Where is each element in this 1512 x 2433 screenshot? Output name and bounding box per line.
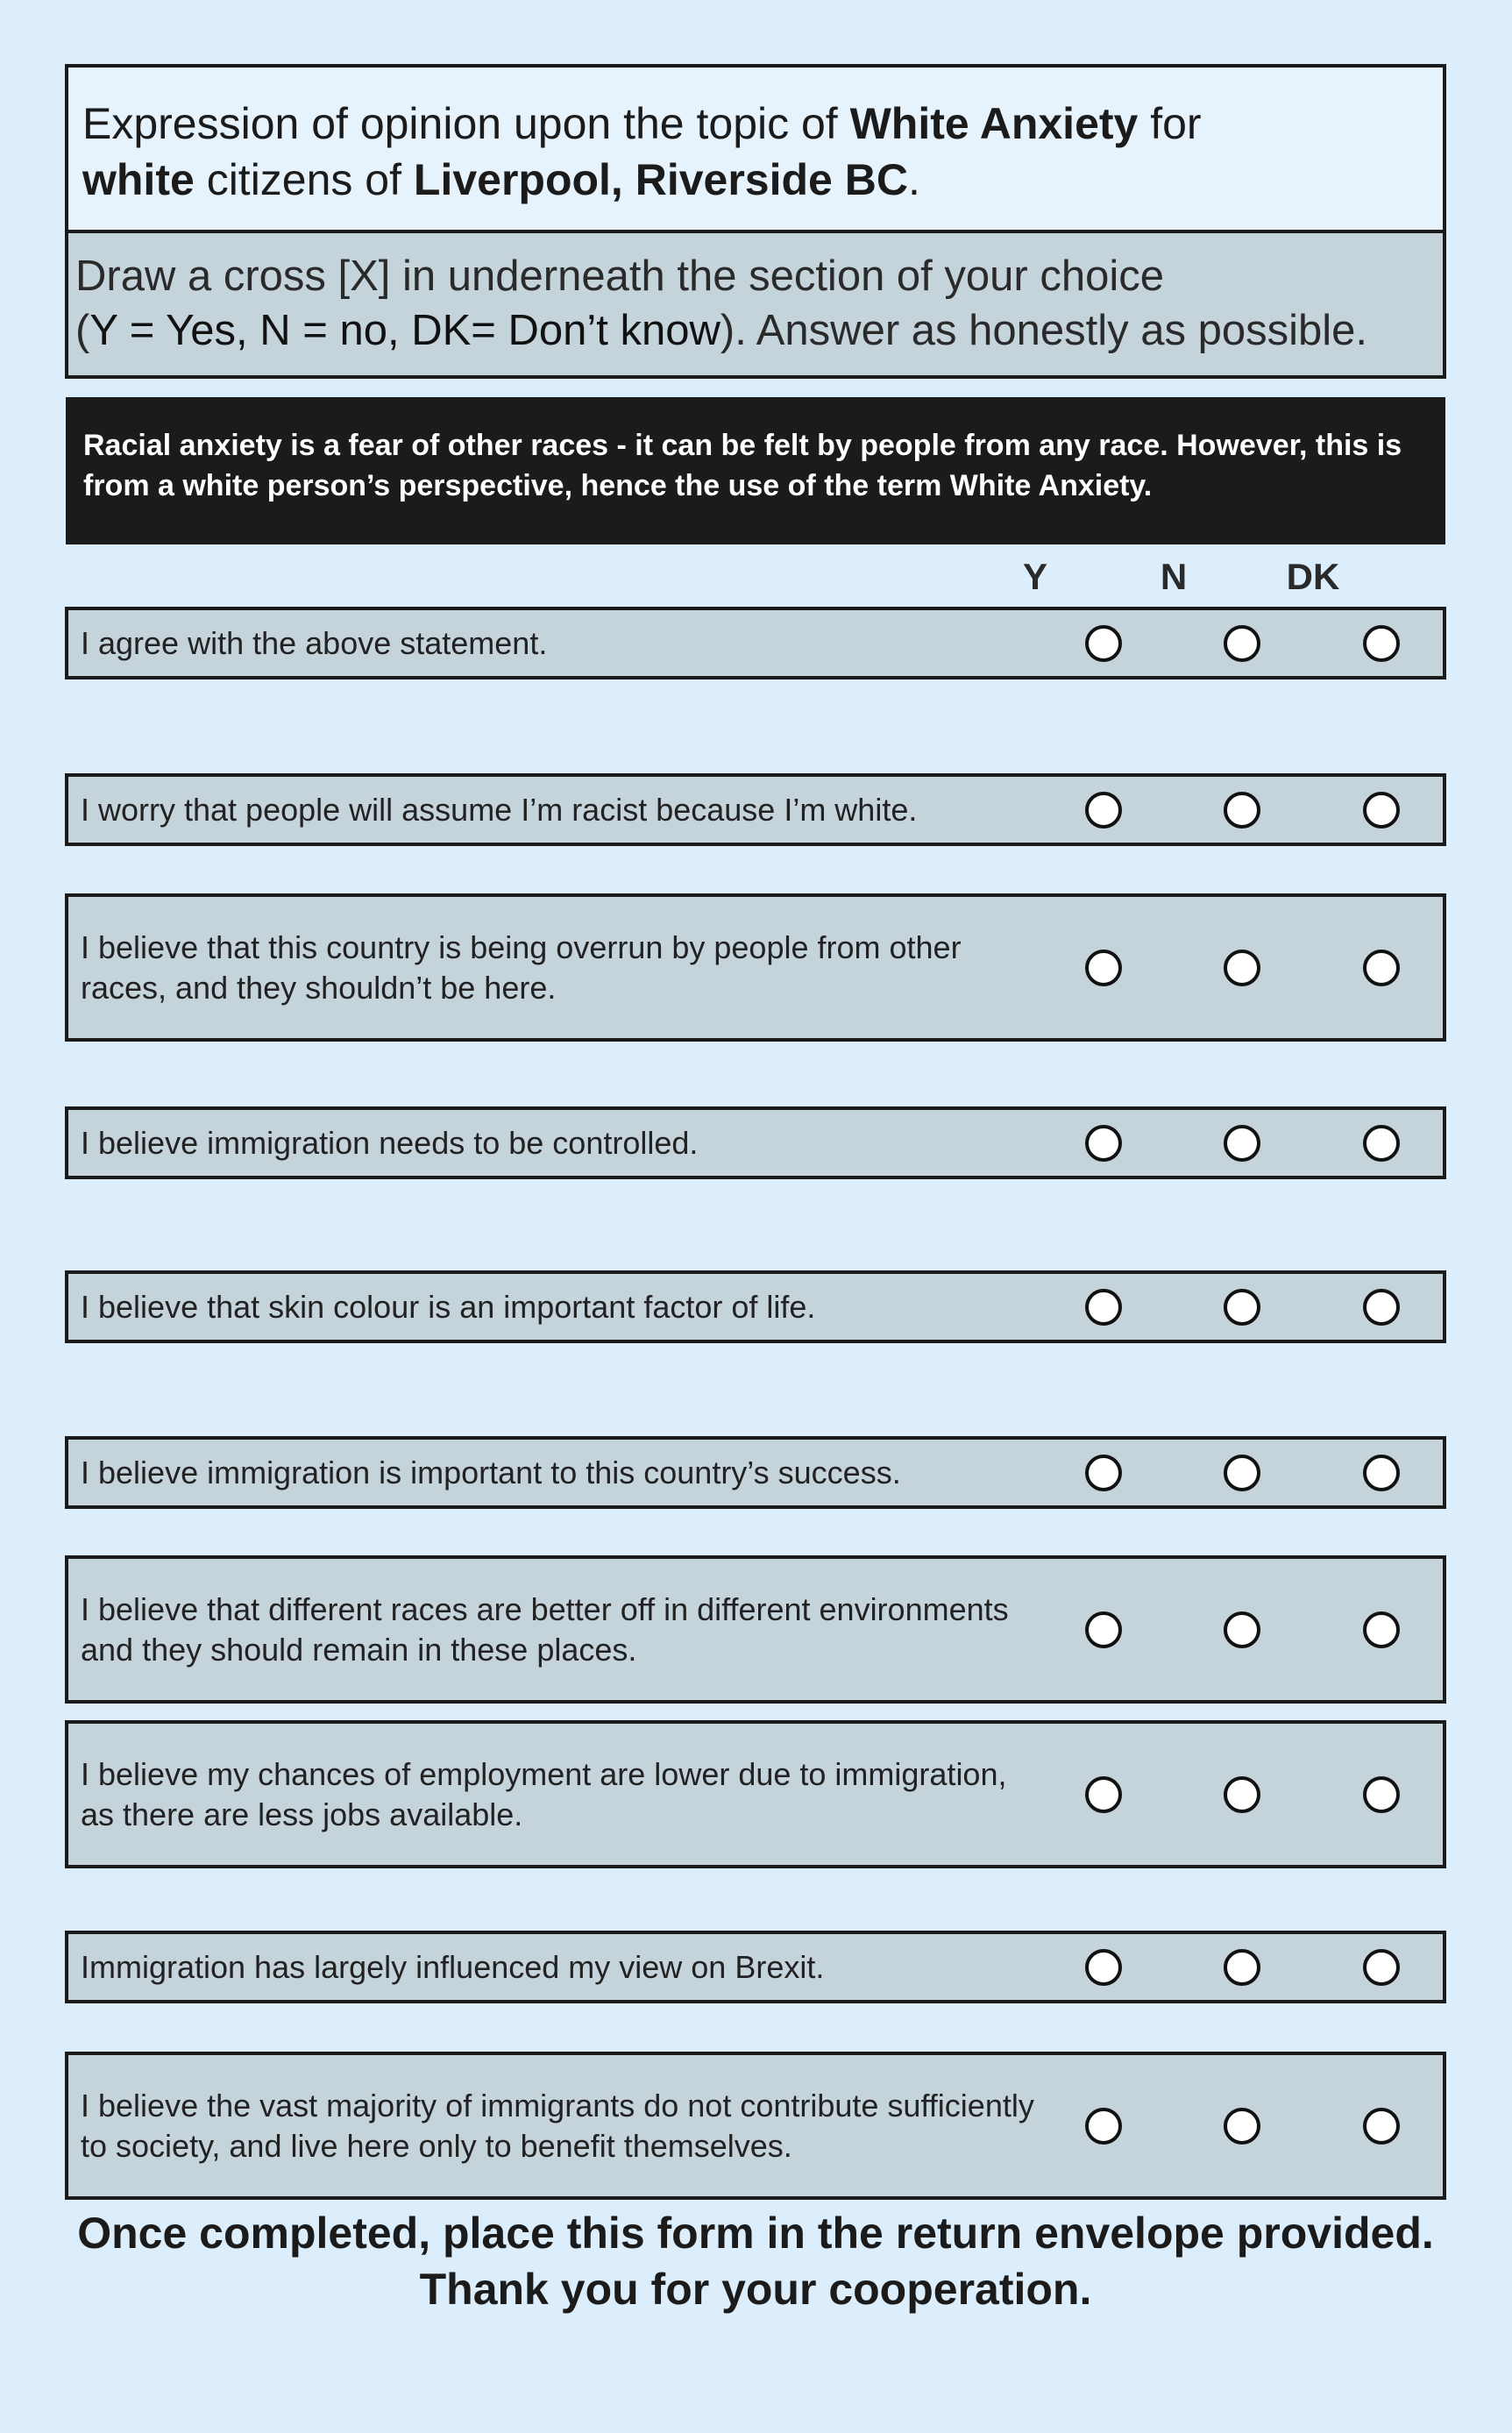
answer-no-radio[interactable] — [1224, 1125, 1260, 1162]
question-text: I worry that people will assume I’m racist because I’m white. — [81, 791, 918, 828]
answer-yes-radio[interactable] — [1085, 1289, 1122, 1326]
footer-instructions: Once completed, place this form in the return envelope provided. Thank you for your cooperation. — [77, 2209, 1434, 2314]
question-text: Immigration has largely influenced my view on Brexit. — [81, 1948, 825, 1985]
answer-yes-radio[interactable] — [1085, 625, 1122, 662]
answer-yes-radio[interactable] — [1085, 2108, 1122, 2145]
answer-dont-know-radio[interactable] — [1363, 1776, 1400, 1813]
answer-dont-know-radio[interactable] — [1363, 2108, 1400, 2145]
instructions-line-2: (Y = Yes, N = no, DK= Don’t know). Answer as honestly as possible. — [75, 307, 1367, 354]
question-row — [65, 1555, 1446, 1704]
answer-yes-radio[interactable] — [1085, 950, 1122, 986]
answer-yes-radio[interactable] — [1085, 1776, 1122, 1813]
column-header-no: N — [1160, 556, 1188, 597]
definition-note: Racial anxiety is a fear of other races - it can be felt by people from any race. However, this is from a white person’s perspective, hence the use of the term White Anxiety. — [66, 397, 1445, 544]
answer-dont-know-radio[interactable] — [1363, 1455, 1400, 1491]
title-topic: White Anxiety — [849, 99, 1139, 148]
column-header-dont-know: DK — [1286, 556, 1340, 597]
question-row — [65, 773, 1446, 846]
question-row — [65, 1106, 1446, 1179]
question-row — [65, 1436, 1446, 1509]
question-text: I believe that different races are better off in different environments and they should remain in these places. — [81, 1590, 1009, 1668]
title-audience: white — [82, 155, 195, 204]
answer-yes-radio[interactable] — [1085, 1455, 1122, 1491]
question-text: I believe that skin colour is an important factor of life. — [81, 1288, 816, 1325]
title-location: Liverpool, Riverside BC — [413, 155, 908, 204]
question-row — [65, 1270, 1446, 1343]
answer-dont-know-radio[interactable] — [1363, 950, 1400, 986]
answer-dont-know-radio[interactable] — [1363, 625, 1400, 662]
instructions-line-1: Draw a cross [X] in underneath the section of your choice — [75, 253, 1164, 300]
question-text: I believe my chances of employment are lower due to immigration, as there are less jobs available. — [81, 1755, 1007, 1832]
instructions — [65, 230, 1446, 379]
answer-no-radio[interactable] — [1224, 2108, 1260, 2145]
answer-no-radio[interactable] — [1224, 792, 1260, 829]
answer-dont-know-radio[interactable] — [1363, 1611, 1400, 1648]
answer-no-radio[interactable] — [1224, 1949, 1260, 1986]
answer-no-radio[interactable] — [1224, 1776, 1260, 1813]
question-row — [65, 607, 1446, 679]
question-row — [65, 1931, 1446, 2003]
question-row — [65, 2052, 1446, 2200]
answer-yes-radio[interactable] — [1085, 792, 1122, 829]
answer-yes-radio[interactable] — [1085, 1949, 1122, 1986]
answer-no-radio[interactable] — [1224, 625, 1260, 662]
question-text: I believe that this country is being overrun by people from other races, and they shouldn’t be here. — [81, 928, 962, 1006]
answer-dont-know-radio[interactable] — [1363, 1289, 1400, 1326]
question-text: I believe immigration needs to be controlled. — [81, 1124, 699, 1161]
answer-dont-know-radio[interactable] — [1363, 1949, 1400, 1986]
question-text: I believe immigration is important to this country’s success. — [81, 1454, 901, 1490]
answer-dont-know-radio[interactable] — [1363, 1125, 1400, 1162]
answer-no-radio[interactable] — [1224, 1289, 1260, 1326]
column-header-yes: Y — [1022, 556, 1047, 597]
answer-yes-radio[interactable] — [1085, 1611, 1122, 1648]
question-row — [65, 1720, 1446, 1868]
question-text: I believe the vast majority of immigrants do not contribute sufficiently to society, and live here only to benefit themselves. — [81, 2087, 1034, 2164]
answer-no-radio[interactable] — [1224, 1611, 1260, 1648]
answer-no-radio[interactable] — [1224, 1455, 1260, 1491]
answer-dont-know-radio[interactable] — [1363, 792, 1400, 829]
answer-no-radio[interactable] — [1224, 950, 1260, 986]
answer-yes-radio[interactable] — [1085, 1125, 1122, 1162]
form-title: Expression of opinion upon the topic of White Anxiety for white citizens of Liverpool, Riverside BC. — [65, 64, 1446, 233]
question-text: I agree with the above statement. — [81, 624, 548, 661]
question-row — [65, 893, 1446, 1042]
